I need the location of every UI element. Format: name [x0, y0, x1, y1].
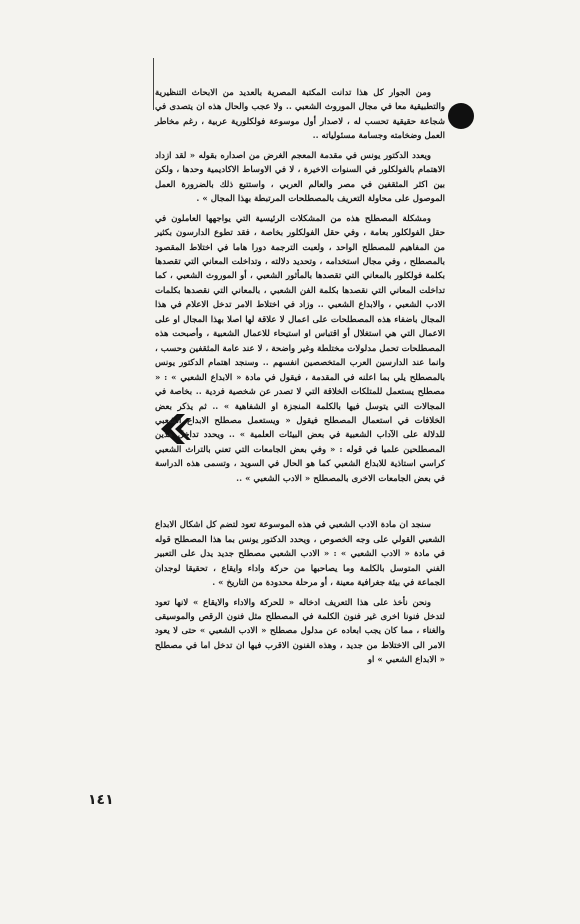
paragraph-terminology: ومشكلة المصطلح هذه من المشكلات الرئيسية التي يواجهها العاملون في حقل الفولكلور بعامة ، وفي حقل الفولكلور بخاصة ، فقد تطوع الدارسون بكثير من المفاهيم للمصطلح الواحد ، ولعبت الترجمة دورا هاما في اختلاط المقصود بالمصطلح ، وفي مجال استخدامه ، وتحديد دلالته ، وتداخلت المعاني التي تقصدها بكلمة فولكلور بالمعاني التي تقصدها بالمأثور الشعبي ، أو الموروث الشعبي ، كما تداخلت المعاني التي نقصدها بكلمة الفن الشعبي ، بالمعاني التي نقصدها بكلمات الادب الشعبي ، والابداع الشعبي .. وزاد في اختلاط الامر تدخل الاعلام في هذا المجال باضفاء هذه المصطلحات على اعمال لا علاقة لها اصلا بهذا المجال او على الاعمال التي هي استغلال أو اقتباس او استيحاء للاعمال الشعبية ، وأصبحت هذه المصطلحات تحمل مدلولات مختلطة وغير واضحة ، لا عند عامة المثقفين وحسب ، وانما عند الدارسين العرب المتخصصين انفسهم .. وسنجد اهتمام الدكتور يونس بالمصطلح يلي بما اعلنه في المقدمة ، فيقول في مادة « الابداع الشعبي » : « مصطلح يستعمل للمتلكات الخلاقة التي لا تصدر عن شخصية فردية .. بخاصة في المجالات التي يتوسل فيها بالكلمة المنجزة او الشفاهية » .. ثم يذكر بعض الخلافات في استعمال المصطلح فيقول « ويستعمل مصطلح الابداع الشعبي للدلالة على الآداب الشعبية في بعض البيئات العلمية » .. ويحدد تداخل هذين المصطلحين علميا في قوله : « وفي بعض الجامعات التي تعني بالتراث الشعبي كراسي استاذية للابداع الشعبي كما هو الحال في السويد ، وتسمى هذه الدراسة في بعض الجامعات الاخرى بالمصطلح « الادب الشعبي » .. [155, 213, 445, 484]
margin-rule [153, 58, 154, 110]
paragraph-critique: ونحن نأخذ على هذا التعريف ادخاله « للحركة والاداء والايقاع » لانها تعود لتدخل فنونا اخرى غير فنون الكلمة في المصطلح مثل فنون الرقص والموسيقى والغناء ، مما كان يجب ابعاده عن مدلول مصطلح « الادب الشعبي » حتى لا يعود الامر الى الاختلاط من جديد ، وهذه الفنون الاقرب فيها ان تدخل اما في مصطلح « الابداع الشعبي » او [155, 597, 445, 666]
paragraph-folk-literature: سنجد ان مادة الادب الشعبي في هذه الموسوعة تعود لتضم كل اشكال الابداع الشعبي القولي على وجه الخصوص ، ويحدد الدكتور يونس بما هذا المصطلح قوله في مادة « الادب الشعبي » : « الادب الشعبي مصطلح جديد يدل على التعبير الفني المتوسل بالكلمة وما يصاحبها من حركة واداء وايقاع ، تحقيقا لوجدان الجماعة في بيئة جغرافية معينة ، أو مرحلة محدودة من التاريخ » . [155, 520, 445, 589]
bullet-dot-icon [448, 103, 474, 129]
article-column [155, 86, 445, 668]
paragraph-intro: ومن الجوار كل هذا تدانت المكتبة المصرية بالعديد من الابحاث التنظيرية والتطبيقية معا في مجال الموروث الشعبي .. ولا عجب والحال هذه ان يتصدى في شجاعة حقيقية تحسب له ، لاصدار أول موسوعة فولكلورية عربية ، رغم مخاطر العمل وضخامته وجسامة مسئولياته .. [155, 88, 445, 142]
page-number: ١٤١ [88, 792, 114, 808]
paragraph-purpose: ويعدد الدكتور يونس في مقدمة المعجم الغرض من اصداره بقوله « لقد ازداد الاهتمام بالفولكلور في السنوات الاخيرة ، لا في الاوساط الاكاديمية وحدها ، ولكن بين اكثر المثقفين في مصر والعالم العربي ، واستتبع ذلك بالضرورة العمل الموصول على محاولة التعريف بالمصطلحات المرتبطة بهذا المجال » . [155, 150, 445, 205]
